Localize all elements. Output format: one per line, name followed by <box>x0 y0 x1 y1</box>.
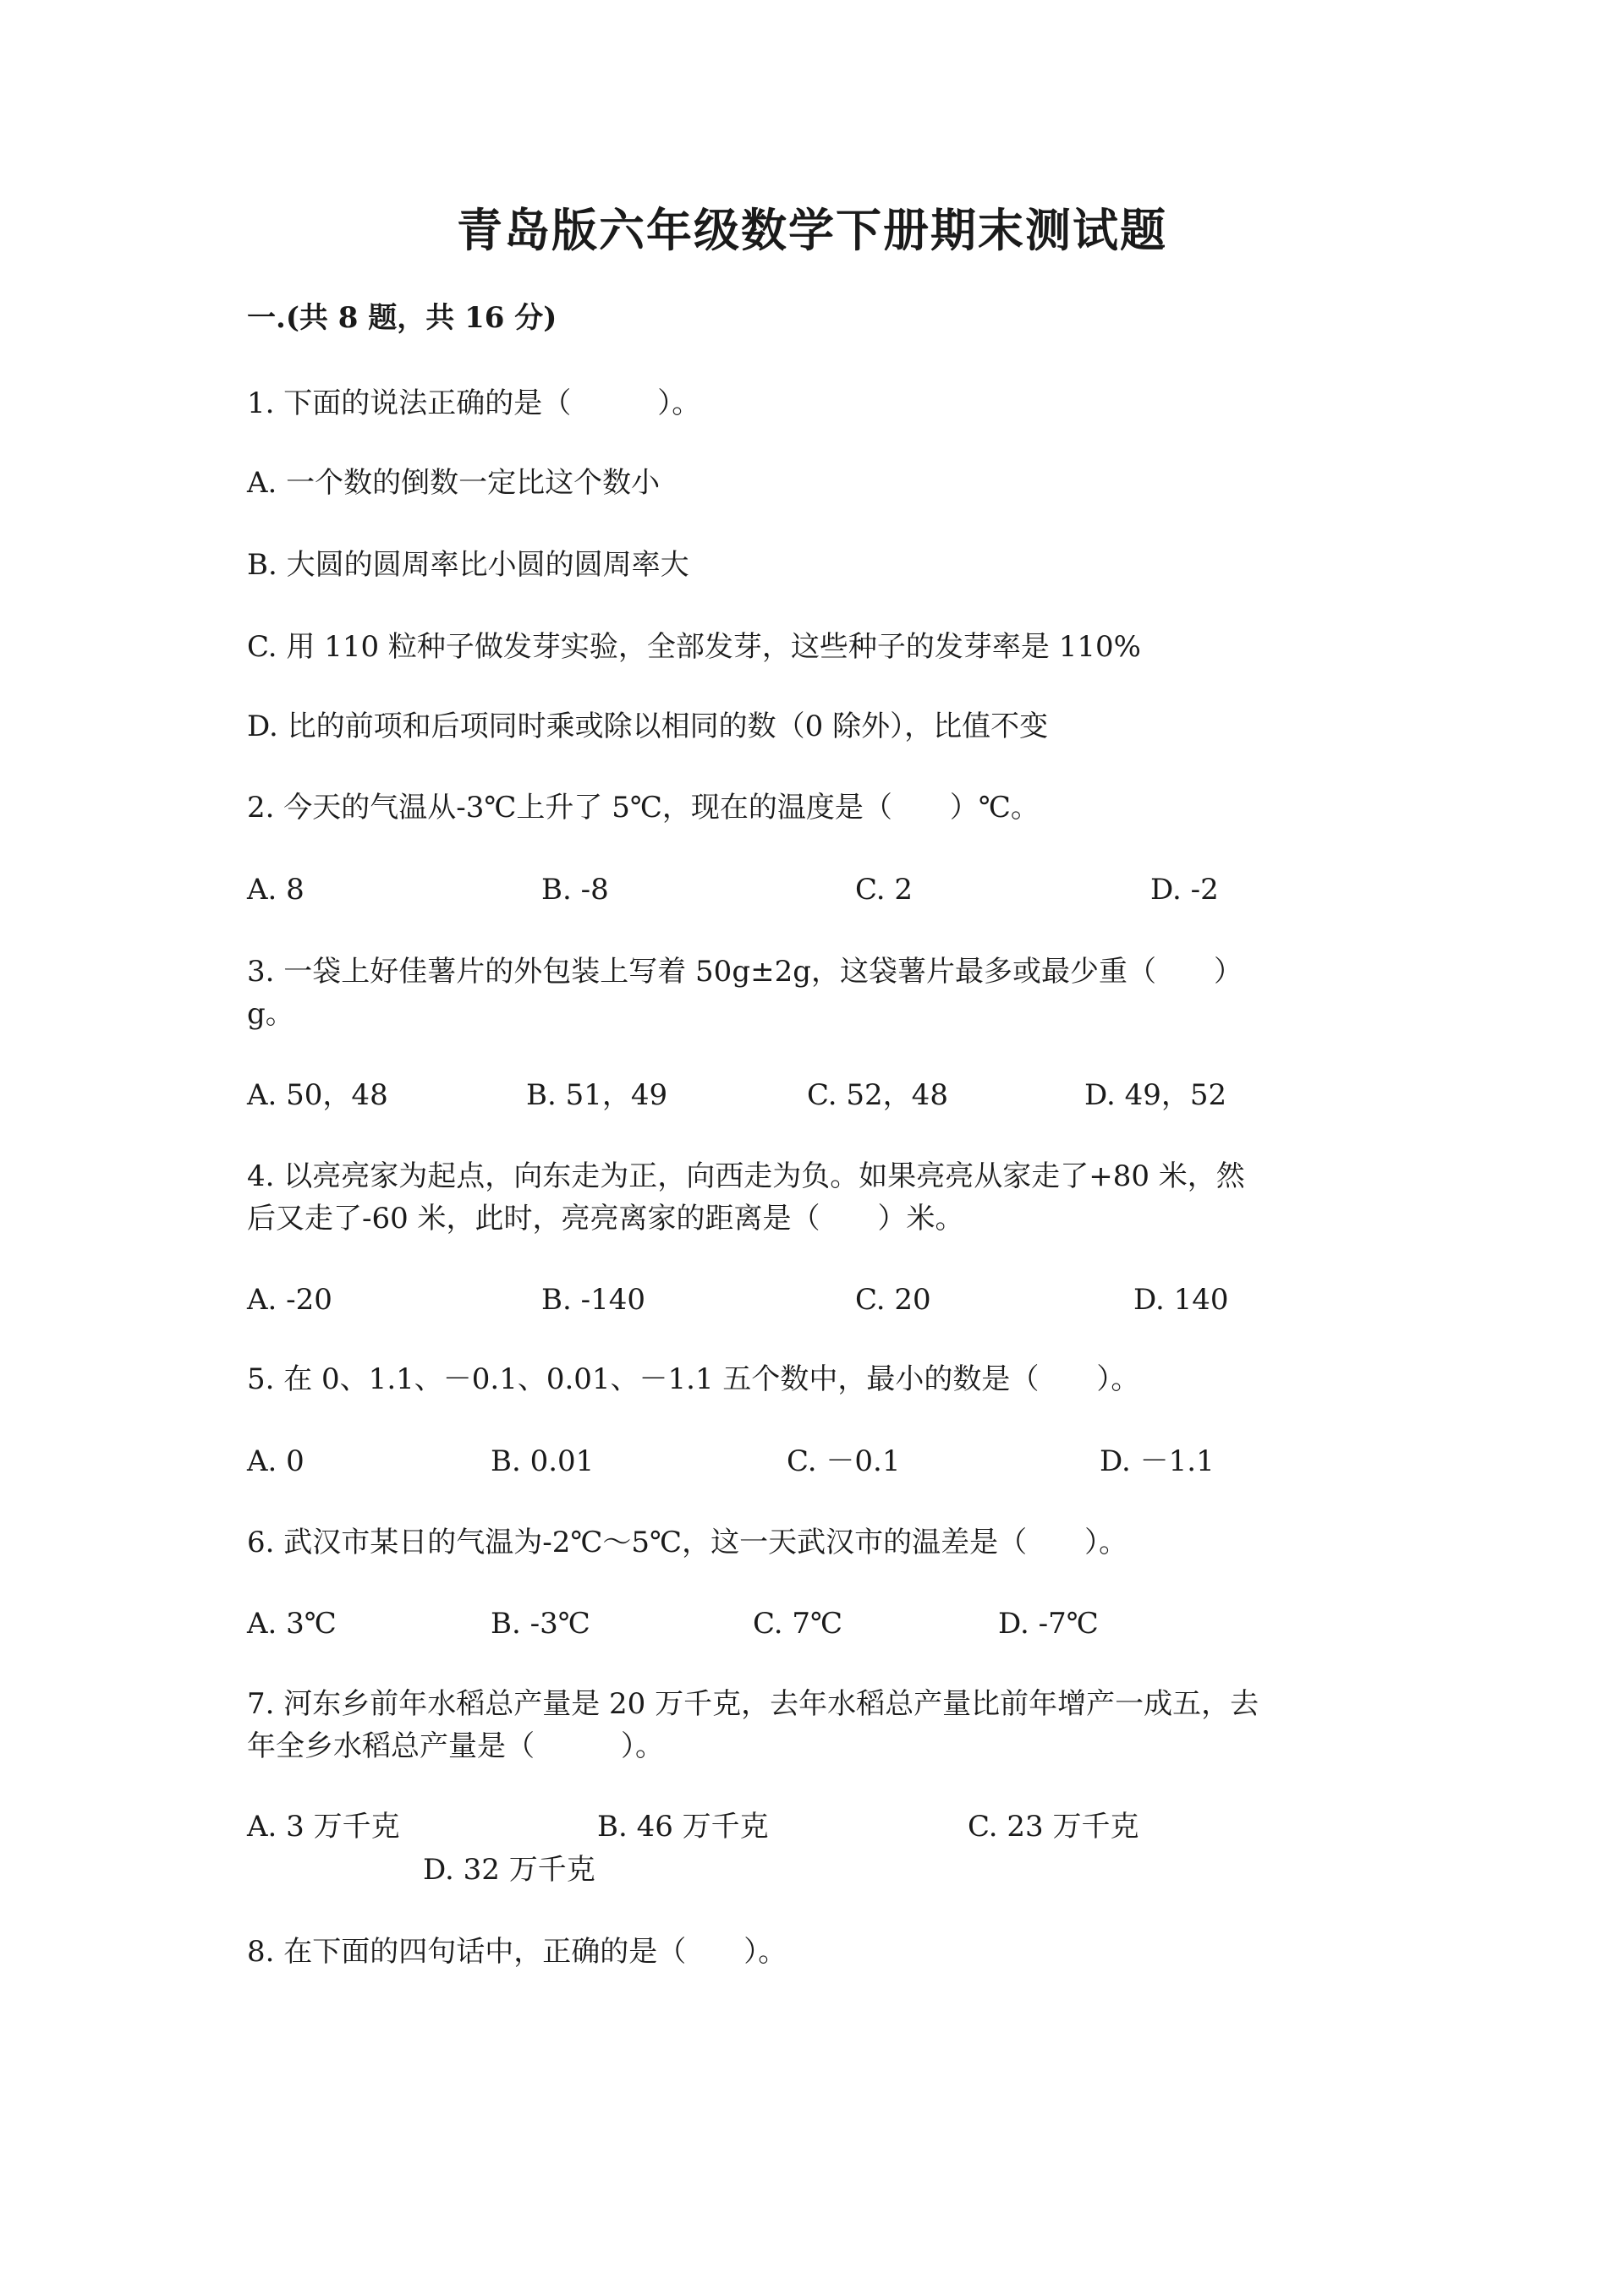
question-3-stem-line-1: 3. 一袋上好佳薯片的外包装上写着 50g±2g，这袋薯片最多或最少重（ ） <box>247 955 1243 989</box>
question-1-option-c: C. 用 110 粒种子做发芽实验，全部发芽，这些种子的发芽率是 110% <box>247 630 1141 664</box>
question-5-option-b: B. 0.01 <box>491 1444 595 1478</box>
question-4-stem-line-2: 后又走了-60 米，此时，亮亮离家的距离是（ ）米。 <box>247 1202 964 1236</box>
question-7-stem-line-2: 年全乡水稻总产量是（ ）。 <box>247 1729 664 1763</box>
question-3-option-c: C. 52，48 <box>807 1078 948 1112</box>
question-2-option-d: D. -2 <box>1150 873 1219 907</box>
question-3-option-b: B. 51，49 <box>526 1078 668 1112</box>
question-1-stem: 1. 下面的说法正确的是（ ）。 <box>247 386 701 420</box>
question-3-option-d: D. 49，52 <box>1084 1078 1227 1112</box>
question-2-option-b: B. -8 <box>541 873 609 907</box>
page-title: 青岛版六年级数学下册期末测试题 <box>457 203 1167 257</box>
question-4-stem-line-1: 4. 以亮亮家为起点，向东走为正，向西走为负。如果亮亮从家走了+80 米，然 <box>247 1159 1245 1193</box>
question-2-option-a: A. 8 <box>247 873 304 907</box>
question-4-option-a: A. -20 <box>247 1283 332 1317</box>
question-7-option-d: D. 32 万千克 <box>423 1853 595 1887</box>
question-7-option-c: C. 23 万千克 <box>968 1810 1139 1844</box>
question-1-option-a: A. 一个数的倒数一定比这个数小 <box>247 466 661 500</box>
question-2-stem: 2. 今天的气温从-3℃上升了 5℃，现在的温度是（ ）℃。 <box>247 791 1040 825</box>
question-4-option-b: B. -140 <box>541 1283 645 1317</box>
question-8-stem: 8. 在下面的四句话中，正确的是（ ）。 <box>247 1935 787 1969</box>
question-5-stem: 5. 在 0、1.1、－0.1、0.01、－1.1 五个数中，最小的数是（ ）。 <box>247 1362 1140 1396</box>
question-4-option-c: C. 20 <box>855 1283 931 1317</box>
question-5-option-d: D. －1.1 <box>1100 1444 1215 1478</box>
question-6-option-a: A. 3℃ <box>247 1607 337 1641</box>
question-4-option-d: D. 140 <box>1133 1283 1229 1317</box>
question-6-option-c: C. 7℃ <box>753 1607 843 1641</box>
question-3-option-a: A. 50，48 <box>247 1078 388 1112</box>
question-3-stem-line-2: g。 <box>247 997 294 1031</box>
question-7-option-b: B. 46 万千克 <box>597 1810 769 1844</box>
question-6-stem: 6. 武汉市某日的气温为-2℃～5℃，这一天武汉市的温差是（ ）。 <box>247 1526 1128 1559</box>
question-2-option-c: C. 2 <box>855 873 914 907</box>
question-5-option-c: C. －0.1 <box>787 1444 901 1478</box>
question-7-option-a: A. 3 万千克 <box>247 1810 400 1844</box>
question-1-option-b: B. 大圆的圆周率比小圆的圆周率大 <box>247 548 689 582</box>
section-header: 一.(共 8 题，共 16 分) <box>247 301 557 335</box>
question-5-option-a: A. 0 <box>247 1444 304 1478</box>
question-7-stem-line-1: 7. 河东乡前年水稻总产量是 20 万千克，去年水稻总产量比前年增产一成五，去 <box>247 1687 1259 1721</box>
question-1-option-d: D. 比的前项和后项同时乘或除以相同的数（0 除外），比值不变 <box>247 710 1049 743</box>
question-6-option-d: D. -7℃ <box>998 1607 1099 1641</box>
question-6-option-b: B. -3℃ <box>491 1607 590 1641</box>
